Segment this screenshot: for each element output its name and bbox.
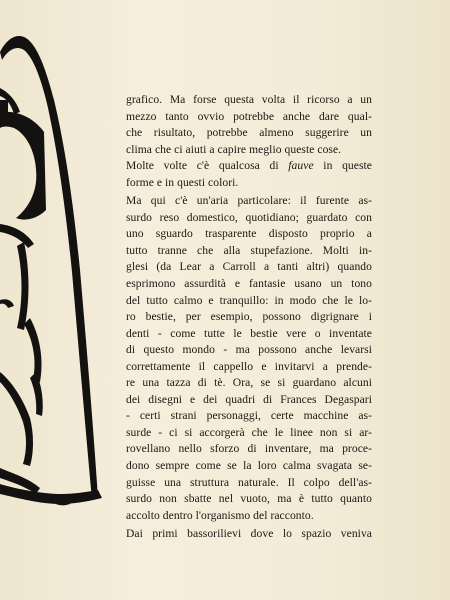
text-line: mezzo tanto ovvio potrebbe anche dare qual-: [126, 109, 372, 123]
text-line: surdo non sbatte nel vuoto, ma è tutto quanto: [126, 492, 372, 506]
text-line: glesi (da Lear a Carroll a tanti altri) quando: [126, 260, 372, 274]
text-line: - certi strani personaggi, certe macchine as-: [126, 409, 372, 423]
paragraph-1: [126, 92, 372, 158]
text-line: rovellano nello sforzo di inventare, ma proce-: [126, 442, 372, 456]
ink-brush-drawing-icon: [0, 0, 110, 600]
text-line: tutto tranne che alla stupefazione. Molti in-: [126, 243, 372, 257]
text-line: surdo reso domestico, quotidiano; guardato con: [126, 210, 372, 224]
text-line: denti - come tutte le bestie vere o inventate: [126, 326, 372, 340]
text-line: [126, 158, 372, 175]
text-line: grafico. Ma forse questa volta il ricorso a un: [126, 93, 372, 106]
text-line: Ma qui c'è un'aria particolare: il furente as-: [126, 194, 372, 208]
text-line: di questo mondo - ma possono anche levarsi: [126, 343, 372, 357]
text-line: forme e in questi colori.: [126, 175, 239, 189]
text-line: uno sguardo trasparente disposto proprio a: [126, 227, 372, 241]
italic-word: fauve: [288, 159, 314, 173]
text-run: Molte volte c'è qualcosa di: [126, 159, 289, 173]
text-line: ro bestie, per esempio, possono digrignare i: [126, 310, 372, 324]
text-line: che risultato, potrebbe almeno suggerire un: [126, 126, 372, 140]
text-line: dono sempre come se la loro calma svagata se-: [126, 459, 372, 473]
text-line: dei disegni e dei quadri di Frances Degaspari: [126, 392, 372, 406]
text-line: accolto dentro l'organismo del racconto.: [126, 508, 314, 522]
text-line: guisse una struttura naturale. Il colpo dell'as-: [126, 475, 372, 489]
text-run: in queste: [313, 159, 372, 173]
text-line: del tutto calmo e tranquillo: in modo che le lo-: [126, 293, 372, 307]
paragraph-3: [126, 193, 372, 524]
text-line: re una tazza di tè. Ora, se si guardano alcuni: [126, 376, 372, 390]
paragraph-4: [126, 526, 372, 543]
paragraph-2: [126, 158, 372, 191]
text-line: esprimono assurdità e fantasie usano un tono: [126, 277, 372, 291]
text-line: Dai primi bassorilievi dove lo spazio veniva: [126, 527, 372, 541]
text-line: clima che ci aiuti a capire meglio queste cose.: [126, 142, 342, 156]
text-line: surde - ci si accorgerà che le linee non si ar-: [126, 425, 372, 439]
body-text: [126, 92, 372, 543]
text-line: correttamente il cappello e invitarvi a prende-: [126, 359, 372, 373]
